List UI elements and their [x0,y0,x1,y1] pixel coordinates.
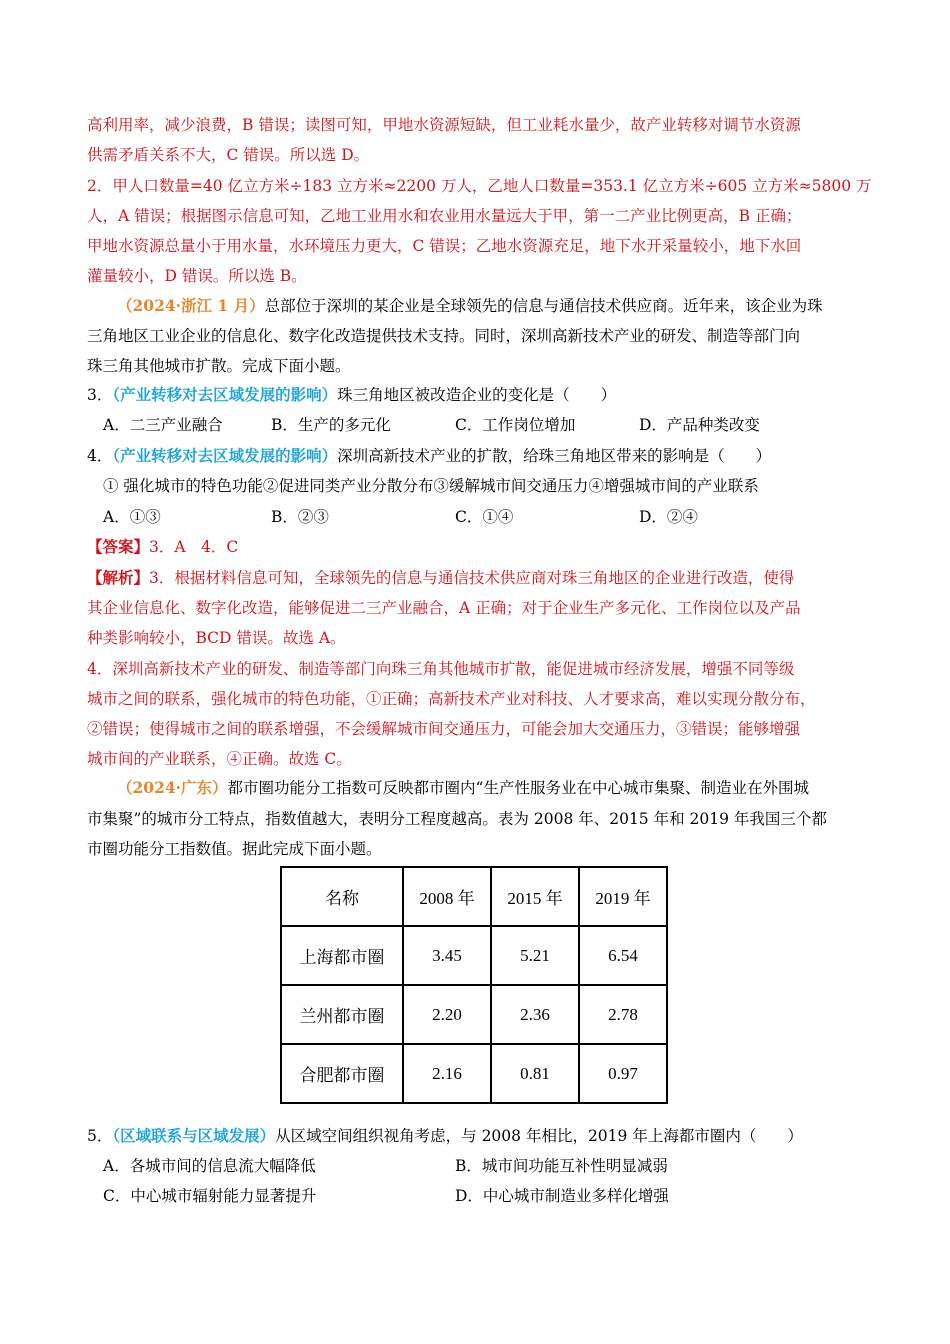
table-cell: 5.21 [491,926,579,985]
question-5 [87,1121,803,1151]
analysis-line-4: 4．深圳高新技术产业的研发、制造等部门向珠三角其他城市扩散，能促进城市经济发展，增强不同等级 [87,660,795,678]
analysis-line-3: 种类影响较小，BCD 错误。故选 A。 [87,629,346,647]
table-row [281,926,667,985]
intro2-text-1: 都市圈功能分工指数可反映都市圈内“生产性服务业在中心城市集聚、制造业在外围城 [227,779,809,797]
answer-prev-line-1: 高利用率，减少浪费，B 错误；读图可知，甲地水资源短缺，但工业耗水量少，故产业转移对调节水资源 [87,116,801,134]
answer-prev-line-2: 供需矛盾关系不大，C 错误。所以选 D。 [87,146,370,164]
table-cell: 2.16 [403,1044,491,1103]
analysis-line-5: 城市之间的联系，强化城市的特色功能，①正确；高新技术产业对科技、人才要求高，难以实现分散分布， [87,690,816,708]
answer-line [87,532,238,562]
table-cell: 合肥都市圈 [281,1044,403,1103]
table-cell: 2.20 [403,985,491,1044]
table-cell: 0.81 [491,1044,579,1103]
question-4-number: 4． [87,447,113,465]
q4-option-b: B．②③ [271,508,329,526]
question-5-text: 从区域空间组织视角考虑，与 2008 年相比，2019 年上海都市圈内（ ） [275,1127,803,1145]
answer-q2-line-4: 灌量较小，D 错误。所以选 B。 [87,267,307,285]
question-3-text: 珠三角地区被改造企业的变化是（ ） [337,386,617,404]
table-cell: 兰州都市圈 [281,985,403,1044]
intro1-text-1: 总部位于深圳的某企业是全球领先的信息与通信技术供应商。近年来，该企业为珠 [264,297,823,315]
answer-text: 3．A 4．C [149,538,239,556]
q5-option-b: B．城市间功能互补性明显减弱 [455,1157,668,1175]
intro1-line-3: 珠三角其他城市扩散。完成下面小题。 [87,357,351,375]
analysis-line-7: 城市间的产业联系，④正确。故选 C。 [87,750,352,768]
q4-option-c: C．①④ [455,508,514,526]
q4-items: ① 强化城市的特色功能②促进同类产业分散分布③缓解城市间交通压力④增强城市间的产业联系 [103,477,759,495]
question-3 [87,380,616,410]
analysis-text-1: 3．根据材料信息可知，全球领先的信息与通信技术供应商对珠三角地区的企业进行改造，使得 [149,569,795,587]
q3-option-c: C．工作岗位增加 [455,416,576,434]
answer-q2-line-2: 人，A 错误；根据图示信息可知，乙地工业用水和农业用水量远大于甲，第一二产业比例更高，B 正确； [87,207,802,225]
question-5-number: 5． [87,1127,113,1145]
q3-option-a: A．二三产业融合 [103,416,223,434]
answer-label: 【答案】 [87,537,150,556]
intro1-line-1 [117,291,823,321]
table-header-cell: 2019 年 [579,867,667,926]
q3-option-b: B．生产的多元化 [271,416,391,434]
question-3-tag: （产业转移对去区域发展的影响） [112,385,338,404]
table-row [281,1044,667,1103]
question-3-number: 3． [87,386,113,404]
intro1-line-2: 三角地区工业企业的信息化、数字化改造提供技术支持。同时，深圳高新技术产业的研发、制造等部门向 [87,327,801,345]
table-header-cell: 名称 [281,867,403,926]
table-header-cell: 2015 年 [491,867,579,926]
question-5-tag: （区域联系与区域发展） [112,1126,276,1145]
q4-option-a: A．①③ [103,508,161,526]
intro2-line-2: 市集聚”的城市分工特点，指数值越大，表明分工程度越高。表为 2008 年、2015 年和 2019 年我国三个都 [87,810,827,828]
table-cell: 上海都市圈 [281,926,403,985]
table-header-cell: 2008 年 [403,867,491,926]
analysis-label: 【解析】 [87,568,150,587]
table-cell: 3.45 [403,926,491,985]
analysis-line-6: ②错误；使得城市之间的联系增强，不会缓解城市间交通压力，可能会加大交通压力，③错误；能够增强 [87,720,801,738]
answer-q2-line-3: 甲地水资源总量小于用水量，水环境压力更大，C 错误；乙地水资源充足，地下水开采量较小，地下水回 [87,237,802,255]
analysis-line-2: 其企业信息化、数字化改造，能够促进二三产业融合，A 正确；对于企业生产多元化、工作岗位以及产品 [87,599,801,617]
question-4-text: 深圳高新技术产业的扩散，给珠三角地区带来的影响是（ ） [337,447,772,465]
table-cell: 0.97 [579,1044,667,1103]
table-row [281,985,667,1044]
answer-q2-line-1: 2．甲人口数量=40 亿立方米÷183 立方米≈2200 万人，乙地人口数量=353.1 亿立方米÷605 立方米≈5800 万 [87,177,872,195]
table-cell: 6.54 [579,926,667,985]
question-4-tag: （产业转移对去区域发展的影响） [112,446,338,465]
intro2-line-3: 市圈功能分工指数值。据此完成下面小题。 [87,840,382,858]
q5-option-a: A．各城市间的信息流大幅降低 [103,1157,316,1175]
index-table [280,866,668,1104]
q3-option-d: D．产品种类改变 [639,416,760,434]
intro2-source: （2024·广东） [117,778,228,797]
table-cell: 2.78 [579,985,667,1044]
q5-option-d: D．中心城市制造业多样化增强 [455,1187,669,1205]
table-cell: 2.36 [491,985,579,1044]
intro2-line-1 [117,773,809,803]
question-4 [87,441,771,471]
analysis-line-1 [87,563,794,593]
intro1-source: （2024·浙江 1 月） [117,296,265,315]
table-header-row [281,867,667,926]
q4-option-d: D．②④ [639,508,698,526]
q5-option-c: C．中心城市辐射能力显著提升 [103,1187,317,1205]
